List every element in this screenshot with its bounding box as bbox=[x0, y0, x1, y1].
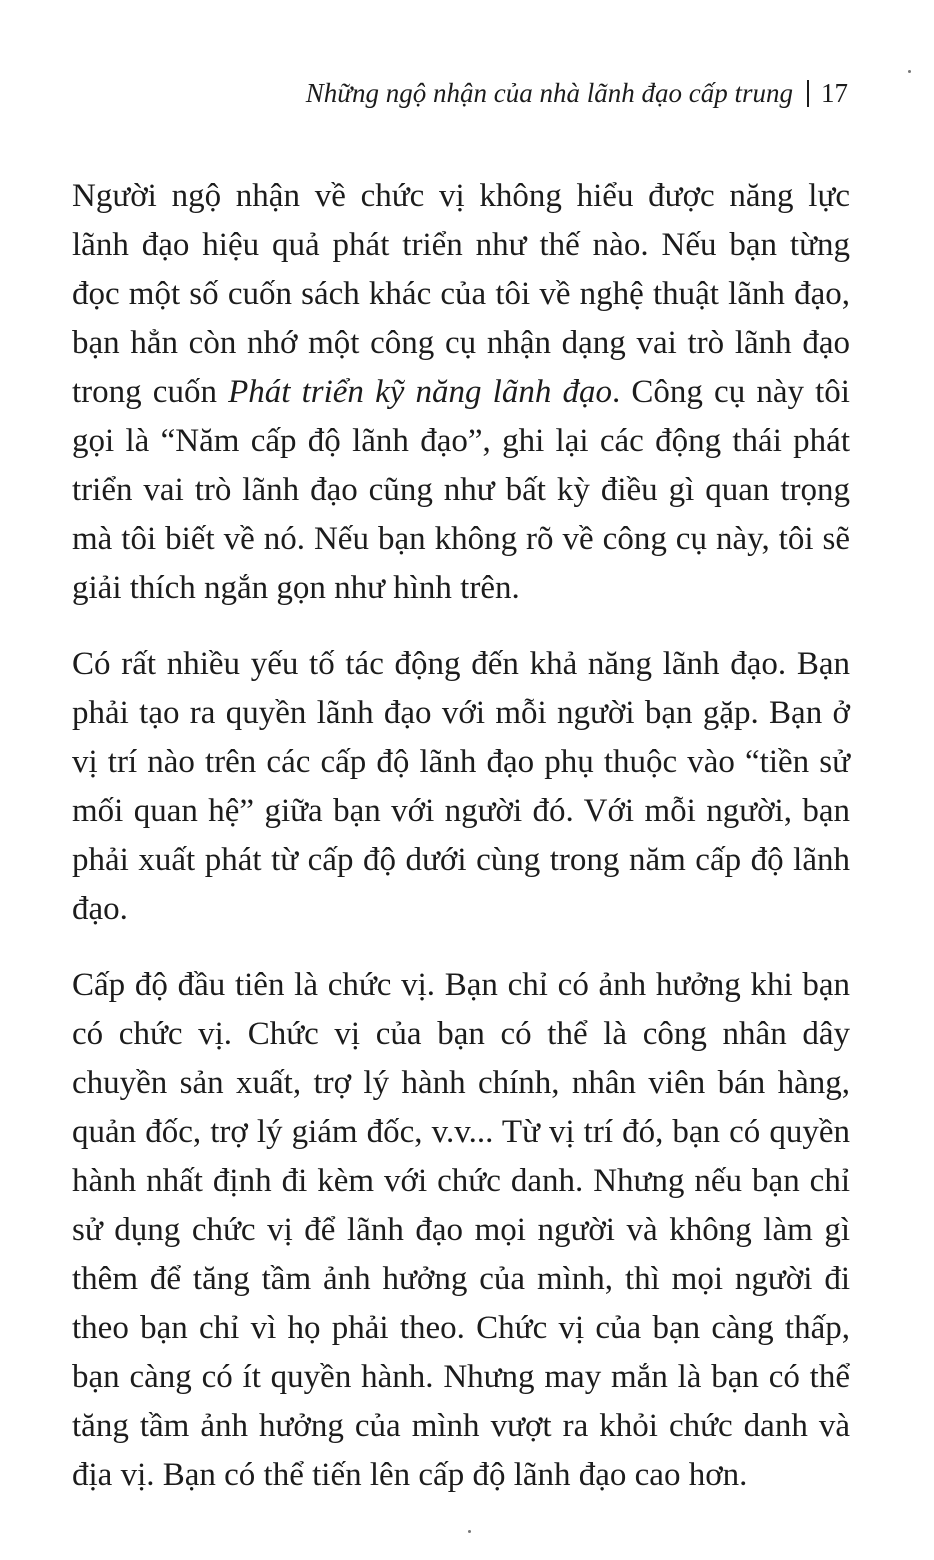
paragraph-3: Cấp độ đầu tiên là chức vị. Bạn chỉ có ảnh hưởng khi bạn có chức vị. Chức vị của bạn có thể là công nhân dây chuyền sản xuất, trợ lý hành chính, nhân viên bán hàng, quản đốc, trợ lý giám đốc, v.v... Từ vị trí đó, bạn có quyền hành nhất định đi kèm với chức danh. Nhưng nếu bạn chỉ sử dụng chức vị để lãnh đạo mọi người và không làm gì thêm để tăng tầm ảnh hưởng của mình, thì mọi người đi theo bạn chỉ vì họ phải theo. Chức vị của bạn càng thấp, bạn càng có ít quyền hành. Nhưng may mắn là bạn có thể tăng tầm ảnh hưởng của mình vượt ra khỏi chức danh và địa vị. Bạn có thể tiến lên cấp độ lãnh đạo cao hơn. bbox=[72, 967, 850, 1493]
print-speck bbox=[468, 1530, 471, 1533]
print-speck bbox=[908, 70, 911, 73]
page-number: 17 bbox=[821, 78, 848, 108]
running-title: Những ngộ nhận của nhà lãnh đạo cấp trung bbox=[305, 78, 793, 108]
paragraph-1-text-after: . Công cụ này tôi gọi là “Năm cấp độ lãnh đạo”, ghi lại các động thái phát triển vai trò lãnh đạo cũng như bất kỳ điều gì quan trọng mà tôi biết về nó. Nếu bạn không rõ về công cụ này, tôi sẽ giải thích ngắn gọn như hình trên. bbox=[72, 374, 850, 606]
book-title: Phát triển kỹ năng lãnh đạo bbox=[228, 374, 612, 410]
running-header bbox=[306, 80, 848, 107]
body-text bbox=[72, 172, 850, 1500]
paragraph-2: Có rất nhiều yếu tố tác động đến khả năng lãnh đạo. Bạn phải tạo ra quyền lãnh đạo với mỗi người bạn gặp. Bạn ở vị trí nào trên các cấp độ lãnh đạo phụ thuộc vào “tiền sử mối quan hệ” giữa bạn với người đó. Với mỗi người, bạn phải xuất phát từ cấp độ dưới cùng trong năm cấp độ lãnh đạo. bbox=[72, 646, 850, 927]
paragraph-1-text-before: Người ngộ nhận về chức vị không hiểu được năng lực lãnh đạo hiệu quả phát triển như thế nào. Nếu bạn từng đọc một số cuốn sách khác của tôi về nghệ thuật lãnh đạo, bạn hẳn còn nhớ một công cụ nhận dạng vai trò lãnh đạo trong cuốn bbox=[72, 178, 850, 410]
paragraph-1 bbox=[72, 172, 850, 613]
header-separator bbox=[807, 80, 809, 107]
